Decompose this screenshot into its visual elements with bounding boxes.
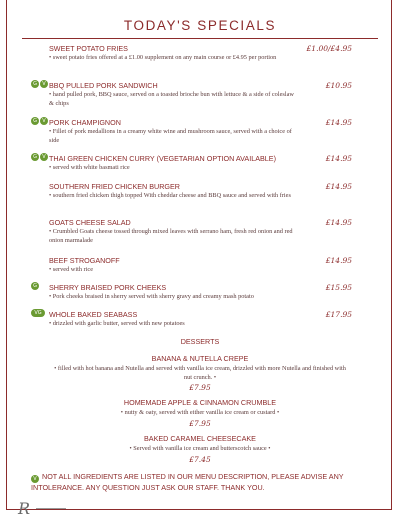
dessert-price: £7.45 xyxy=(189,454,211,464)
item-description: • southern fried chicken thigh topped With cheddar cheese and BBQ sauce and served with fries xyxy=(49,192,291,199)
dietary-icons xyxy=(31,309,45,317)
gluten-free-icon: G xyxy=(31,80,39,88)
vegetarian-icon: V xyxy=(40,117,48,125)
title-divider xyxy=(22,38,378,39)
item-description: • Fillet of pork medallions in a creamy white wine and mushroom sauce, served with a choice of side xyxy=(49,128,292,144)
item-description: • hand pulled pork, BBQ sauce, served on a toasted brioche bun with lettuce & a side of coleslaw & chips xyxy=(49,91,294,107)
item-price: £14.95 xyxy=(325,256,352,265)
dietary-icons xyxy=(31,80,48,88)
item-description: • Pork cheeks braised in sherry served with sherry gravy and creamy mash potato xyxy=(49,293,254,300)
dessert-price: £7.95 xyxy=(189,383,211,393)
vegetarian-icon: V xyxy=(31,475,39,483)
item-name: WHOLE BAKED SEABASS xyxy=(49,310,138,319)
dietary-icons xyxy=(31,117,48,125)
page-title: TODAY'S SPECIALS xyxy=(123,18,277,33)
allergy-notice xyxy=(31,472,361,493)
item-description: • drizzled with garlic butter, served with new potatoes xyxy=(49,320,185,327)
gluten-free-icon: G xyxy=(31,153,39,161)
item-name: BBQ PULLED PORK SANDWICH xyxy=(49,81,158,90)
dessert-description: • Served with vanilla ice cream and butterscotch sauce • xyxy=(129,445,271,452)
item-name: SOUTHERN FRIED CHICKEN BURGER xyxy=(49,182,180,191)
desserts-heading: DESSERTS xyxy=(180,337,220,346)
dessert-name: BANANA & NUTELLA CREPE xyxy=(151,354,249,363)
item-price: £14.95 xyxy=(325,182,352,191)
dessert-item xyxy=(50,398,350,428)
logo-underline xyxy=(36,508,66,509)
dessert-description: • filled with hot banana and Nutella and served with vanilla ice cream, drizzled with more Nutella and finished with nut crunch. • xyxy=(54,365,346,381)
dessert-name: BAKED CARAMEL CHEESECAKE xyxy=(144,434,256,443)
item-name: SHERRY BRAISED PORK CHEEKS xyxy=(49,283,167,292)
item-price: £1.00/£4.95 xyxy=(306,44,352,53)
item-price: £14.95 xyxy=(325,154,352,163)
item-description: • served with rice xyxy=(49,266,93,273)
item-name: PORK CHAMPIGNON xyxy=(49,118,121,127)
dessert-price: £7.95 xyxy=(189,418,211,428)
allergy-notice-text: NOT ALL INGREDIENTS ARE LISTED IN OUR MENU DESCRIPTION, PLEASE ADVISE ANY INTOLERANCE. ANY QUESTION JUST ASK OUR STAFF. THANK YOU. xyxy=(31,472,344,492)
dessert-item xyxy=(50,354,350,392)
dietary-icons xyxy=(31,153,48,161)
item-price: £10.95 xyxy=(325,81,352,90)
dessert-description: • nutty & oaty, served with either vanilla ice cream or custard • xyxy=(120,409,280,416)
brand-logo: R xyxy=(18,499,31,518)
dessert-item xyxy=(50,434,350,464)
item-price: £15.95 xyxy=(325,283,352,292)
gluten-free-icon: G xyxy=(31,117,39,125)
item-name: THAI GREEN CHICKEN CURRY (VEGETARIAN OPTION AVAILABLE) xyxy=(49,154,276,163)
vegetarian-icon: V xyxy=(40,80,48,88)
item-description: • Crumbled Goats cheese tossed through mixed leaves with serrano ham, fresh red onion and red onion marmalade xyxy=(49,228,293,244)
item-name: BEEF STROGANOFF xyxy=(49,256,120,265)
dessert-name: HOMEMADE APPLE & CINNAMON CRUMBLE xyxy=(123,398,277,407)
gluten-free-dairy-free-icon: VG xyxy=(31,309,45,317)
item-price: £14.95 xyxy=(325,118,352,127)
item-price: £17.95 xyxy=(325,310,352,319)
vegetarian-icon: V xyxy=(40,153,48,161)
gluten-free-icon: G xyxy=(31,282,39,290)
item-name: GOATS CHEESE SALAD xyxy=(49,218,131,227)
dietary-icons xyxy=(31,282,39,290)
item-price: £14.95 xyxy=(325,218,352,227)
item-description: • served with white basmati rice xyxy=(49,164,130,171)
item-name: SWEET POTATO FRIES xyxy=(49,44,128,53)
item-description: • sweet potato fries offered at a £1.00 supplement on any main course or £4.95 per portion xyxy=(49,54,277,61)
